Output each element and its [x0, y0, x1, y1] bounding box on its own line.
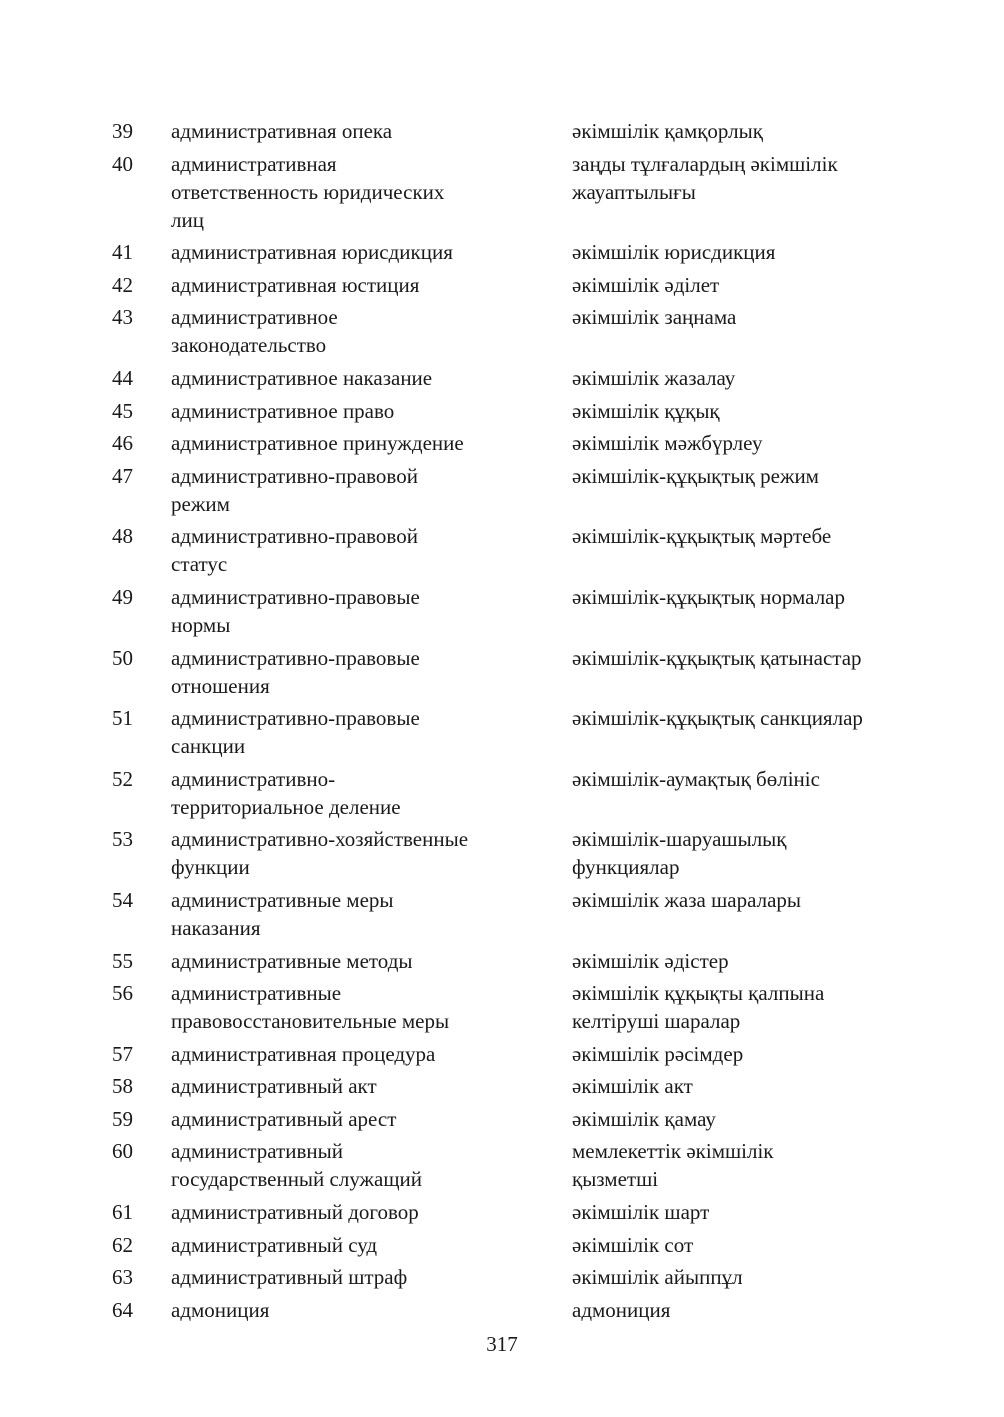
- kazakh-term-line: әкімшілік әділет: [572, 272, 720, 297]
- glossary-entry: [112, 979, 912, 1035]
- kazakh-term-line: әкімшілік мәжбүрлеу: [572, 431, 763, 456]
- russian-term-line: административные методы: [171, 948, 413, 973]
- russian-term-line: административно-правовой: [171, 524, 418, 549]
- entry-number: 43: [112, 305, 133, 330]
- entry-number: 59: [112, 1106, 133, 1131]
- russian-term-line: ответственность юридических: [171, 179, 445, 204]
- russian-term: [171, 979, 572, 1035]
- kazakh-term-line: әкімшілік рәсімдер: [572, 1041, 744, 1066]
- russian-term: [171, 1137, 572, 1193]
- entry-number: 63: [112, 1265, 133, 1290]
- russian-term-line: статус: [171, 552, 228, 577]
- kazakh-term-line: әкімшілік құқық: [572, 398, 720, 423]
- entry-number: 53: [112, 827, 133, 852]
- russian-term-line: наказания: [171, 915, 261, 940]
- kazakh-term: [572, 1137, 912, 1193]
- glossary-entry: [112, 397, 912, 425]
- glossary-entry: [112, 765, 912, 821]
- russian-term-line: законодательство: [171, 333, 327, 358]
- russian-term-line: административное право: [171, 398, 395, 423]
- russian-term: [171, 522, 572, 578]
- russian-term: [171, 271, 572, 299]
- russian-term-line: административно-правовые: [171, 584, 420, 609]
- russian-term: [171, 583, 572, 639]
- kazakh-term: [572, 1296, 912, 1324]
- entry-number: 60: [112, 1139, 133, 1164]
- kazakh-term-line: әкімшілік қамқорлық: [572, 119, 763, 143]
- kazakh-term: [572, 117, 912, 145]
- entry-number: 50: [112, 645, 133, 670]
- kazakh-term: [572, 886, 912, 914]
- kazakh-term-line: әкімшілік-құқықтық нормалар: [572, 584, 845, 609]
- entry-number: 52: [112, 766, 133, 791]
- glossary-entry: [112, 1198, 912, 1226]
- page-number: 317: [486, 1332, 518, 1356]
- russian-term-line: административный суд: [171, 1232, 378, 1257]
- kazakh-term: [572, 583, 912, 611]
- russian-term-line: нормы: [171, 612, 231, 637]
- russian-term-line: административный: [171, 1139, 343, 1164]
- russian-term-line: административно-правовой: [171, 463, 418, 488]
- kazakh-term: [572, 397, 912, 425]
- entry-number: 42: [112, 272, 133, 297]
- entry-number: 64: [112, 1297, 133, 1322]
- russian-term: [171, 1105, 572, 1133]
- kazakh-term-line: әкімшілік-аумақтық бөлініс: [572, 766, 820, 791]
- glossary-entry: [112, 1231, 912, 1259]
- russian-term-line: административный договор: [171, 1200, 419, 1225]
- kazakh-term-line: жауаптылығы: [572, 179, 696, 204]
- russian-term-line: административная юстиция: [171, 272, 420, 297]
- kazakh-term: [572, 303, 912, 331]
- russian-term: [171, 150, 572, 234]
- kazakh-term-line: әкімшілік жазалау: [572, 365, 736, 390]
- kazakh-term-line: әкімшілік әдістер: [572, 948, 729, 973]
- glossary-entry: [112, 1040, 912, 1068]
- entry-number: 41: [112, 240, 133, 265]
- glossary-entry: [112, 1105, 912, 1133]
- glossary-entry: [112, 1072, 912, 1100]
- glossary-entry: [112, 1296, 912, 1324]
- russian-term-line: режим: [171, 491, 230, 516]
- entry-number: 44: [112, 365, 133, 390]
- russian-term: [171, 886, 572, 942]
- entry-number: 49: [112, 584, 133, 609]
- russian-term-line: административные меры: [171, 887, 394, 912]
- entry-number: 46: [112, 431, 133, 456]
- russian-term: [171, 1040, 572, 1068]
- kazakh-term: [572, 1105, 912, 1133]
- russian-term-line: административный штраф: [171, 1265, 408, 1290]
- glossary-entry: [112, 583, 912, 639]
- entry-number: 48: [112, 524, 133, 549]
- russian-term: [171, 644, 572, 700]
- kazakh-term-line: заңды тұлғалардың әкімшілік: [572, 151, 838, 176]
- kazakh-term: [572, 462, 912, 490]
- russian-term-line: административно-правовые: [171, 645, 420, 670]
- russian-term-line: административно-правовые: [171, 706, 420, 731]
- kazakh-term: [572, 364, 912, 392]
- russian-term: [171, 704, 572, 760]
- russian-term-line: адмониция: [171, 1297, 270, 1322]
- glossary-entry: [112, 644, 912, 700]
- kazakh-term-line: адмониция: [572, 1297, 671, 1322]
- kazakh-term-line: әкімшілік-шаруашылық: [572, 827, 787, 852]
- glossary-entry: [112, 947, 912, 975]
- russian-term-line: административно-хозяйственные: [171, 827, 469, 852]
- kazakh-term: [572, 947, 912, 975]
- glossary-entry: [112, 1137, 912, 1193]
- russian-term-line: административная опека: [171, 119, 393, 143]
- kazakh-term-line: әкімшілік заңнама: [572, 305, 737, 330]
- russian-term: [171, 429, 572, 457]
- russian-term: [171, 117, 572, 145]
- russian-term-line: правовосстановительные меры: [171, 1009, 450, 1034]
- kazakh-term-line: әкімшілік-құқықтық мәртебе: [572, 524, 832, 549]
- russian-term-line: административно-: [171, 766, 336, 791]
- kazakh-term: [572, 1263, 912, 1291]
- glossary-entry: [112, 150, 912, 234]
- kazakh-term-line: әкімшілік айыппұл: [572, 1265, 743, 1290]
- entry-number: 61: [112, 1200, 133, 1225]
- glossary-entry: [112, 825, 912, 881]
- russian-term-line: государственный служащий: [171, 1167, 423, 1192]
- kazakh-term-line: әкімшілік шарт: [572, 1200, 710, 1225]
- glossary-entry: [112, 462, 912, 518]
- russian-term-line: административная процедура: [171, 1041, 436, 1066]
- entry-number: 47: [112, 463, 133, 488]
- glossary-entry: [112, 364, 912, 392]
- kazakh-term-line: функциялар: [572, 855, 680, 880]
- kazakh-term: [572, 979, 912, 1035]
- glossary-list: [112, 117, 912, 1328]
- entry-number: 40: [112, 151, 133, 176]
- glossary-entry: [112, 1263, 912, 1291]
- russian-term-line: административное принуждение: [171, 431, 464, 456]
- kazakh-term: [572, 429, 912, 457]
- russian-term-line: территориальное деление: [171, 794, 401, 819]
- russian-term-line: административное: [171, 305, 338, 330]
- glossary-entry: [112, 429, 912, 457]
- kazakh-term-line: әкімшілік-құқықтық режим: [572, 463, 819, 488]
- kazakh-term-line: әкімшілік юрисдикция: [572, 240, 776, 265]
- entry-number: 58: [112, 1074, 133, 1099]
- kazakh-term-line: әкімшілік-құқықтық қатынастар: [572, 645, 862, 670]
- kazakh-term-line: әкімшілік құқықты қалпына: [572, 981, 825, 1006]
- kazakh-term: [572, 644, 912, 672]
- russian-term-line: санкции: [171, 734, 246, 759]
- russian-term: [171, 303, 572, 359]
- kazakh-term: [572, 238, 912, 266]
- glossary-entry: [112, 704, 912, 760]
- kazakh-term-line: әкімшілік жаза шаралары: [572, 887, 802, 912]
- kazakh-term-line: мемлекеттік әкімшілік: [572, 1139, 774, 1164]
- kazakh-term-line: әкімшілік акт: [572, 1074, 693, 1099]
- russian-term: [171, 397, 572, 425]
- glossary-entry: [112, 886, 912, 942]
- russian-term-line: функции: [171, 855, 250, 880]
- kazakh-term: [572, 150, 912, 206]
- russian-term-line: административные: [171, 981, 342, 1006]
- kazakh-term-line: әкімшілік қамау: [572, 1106, 716, 1131]
- russian-term-line: административное наказание: [171, 365, 433, 390]
- entry-number: 45: [112, 398, 133, 423]
- russian-term-line: административная: [171, 151, 337, 176]
- russian-term: [171, 1231, 572, 1259]
- russian-term: [171, 1072, 572, 1100]
- russian-term-line: административный арест: [171, 1106, 397, 1131]
- russian-term: [171, 947, 572, 975]
- kazakh-term: [572, 765, 912, 793]
- russian-term: [171, 765, 572, 821]
- russian-term: [171, 1263, 572, 1291]
- russian-term-line: отношения: [171, 673, 270, 698]
- kazakh-term-line: әкімшілік сот: [572, 1232, 694, 1257]
- entry-number: 56: [112, 981, 133, 1006]
- entry-number: 62: [112, 1232, 133, 1257]
- entry-number: 51: [112, 706, 133, 731]
- glossary-entry: [112, 522, 912, 578]
- russian-term: [171, 825, 572, 881]
- russian-term: [171, 238, 572, 266]
- russian-term-line: лиц: [171, 207, 204, 232]
- kazakh-term-line: қызметші: [572, 1167, 659, 1192]
- kazakh-term: [572, 1040, 912, 1068]
- kazakh-term: [572, 1231, 912, 1259]
- russian-term-line: административный акт: [171, 1074, 377, 1099]
- glossary-entry: [112, 271, 912, 299]
- entry-number: 54: [112, 887, 133, 912]
- kazakh-term: [572, 522, 912, 550]
- kazakh-term: [572, 704, 912, 732]
- russian-term-line: административная юрисдикция: [171, 240, 453, 265]
- entry-number: 57: [112, 1041, 133, 1066]
- glossary-entry: [112, 117, 912, 145]
- russian-term: [171, 462, 572, 518]
- kazakh-term: [572, 825, 912, 881]
- kazakh-term-line: келтіруші шаралар: [572, 1009, 741, 1034]
- russian-term: [171, 1198, 572, 1226]
- entry-number: 39: [112, 119, 133, 143]
- russian-term: [171, 364, 572, 392]
- russian-term: [171, 1296, 572, 1324]
- glossary-entry: [112, 238, 912, 266]
- entry-number: 55: [112, 948, 133, 973]
- kazakh-term: [572, 271, 912, 299]
- glossary-entry: [112, 303, 912, 359]
- kazakh-term: [572, 1198, 912, 1226]
- kazakh-term-line: әкімшілік-құқықтық санкциялар: [572, 706, 863, 731]
- kazakh-term: [572, 1072, 912, 1100]
